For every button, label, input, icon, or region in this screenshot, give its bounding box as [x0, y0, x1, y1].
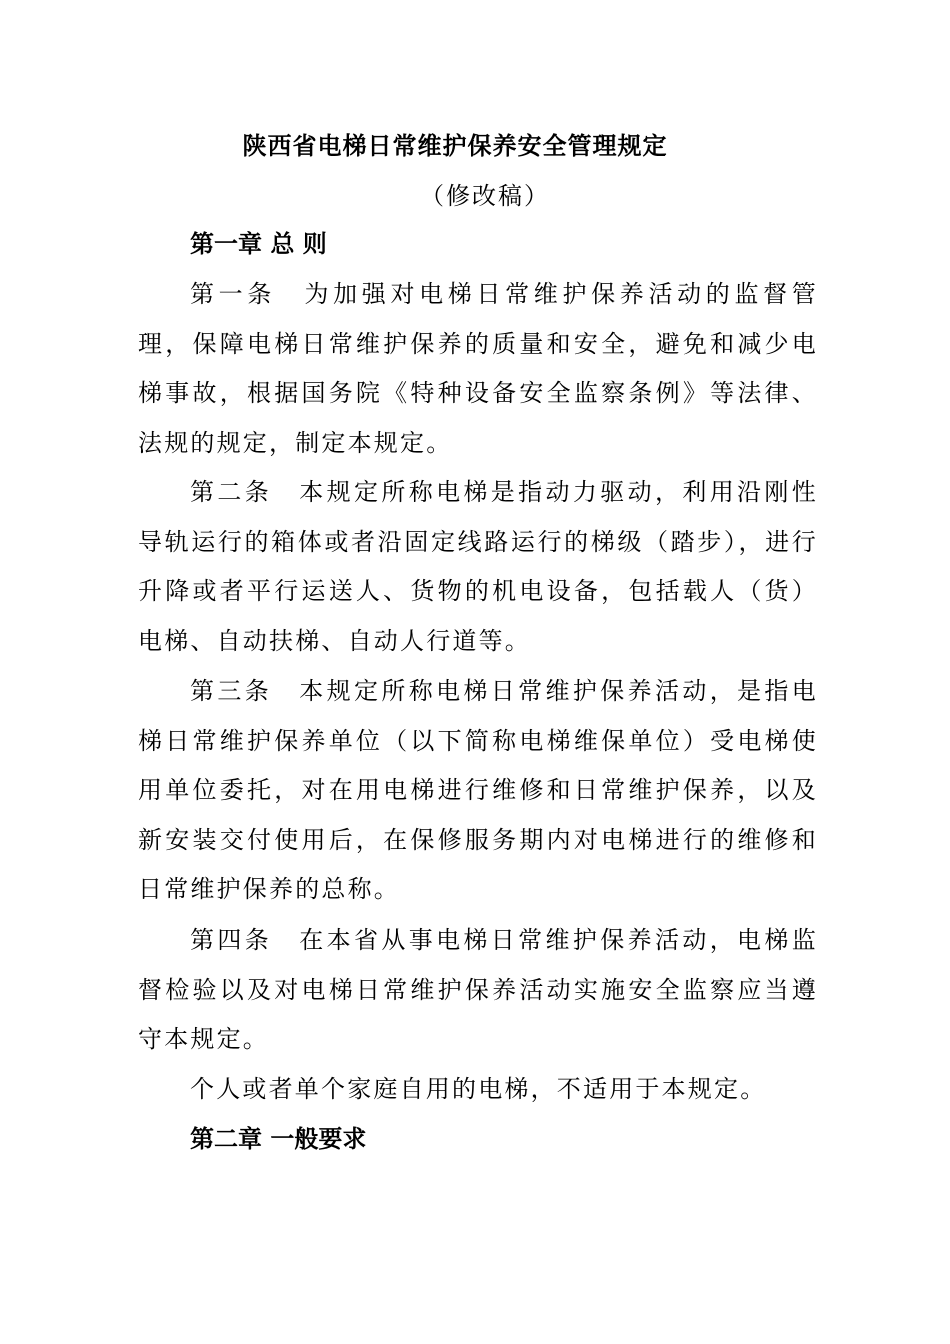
article-2 — [138, 468, 818, 666]
chapter-heading-1: 第一章 总 则 — [190, 229, 327, 258]
article-1 — [138, 270, 818, 468]
document-subtitle: （修改稿） — [420, 182, 550, 210]
article-number: 第四条 — [190, 926, 273, 954]
document-title: 陕西省电梯日常维护保养安全管理规定 — [242, 131, 668, 160]
article-3 — [138, 667, 818, 915]
article-4 — [138, 916, 818, 1065]
article-text: 为加强对电梯日常维护保养活动的监督管理，保障电梯日常维护保养的质量和安全，避免和减少电梯事故，根据国务院《特种设备安全监察条例》等法律、法规的规定，制定本规定。 — [138, 280, 818, 457]
article-text: 本规定所称电梯是指动力驱动，利用沿刚性导轨运行的箱体或者沿固定线路运行的梯级（踏步），进行升降或者平行运送人、货物的机电设备，包括载人（货）电梯、自动扶梯、自动人行道等。 — [138, 478, 818, 655]
article-text: 在本省从事电梯日常维护保养活动，电梯监督检验以及对电梯日常维护保养活动实施安全监察应当遵守本规定。 — [138, 926, 818, 1053]
article-number: 第三条 — [190, 677, 273, 705]
article-text: 本规定所称电梯日常维护保养活动，是指电梯日常维护保养单位（以下简称电梯维保单位）受电梯使用单位委托，对在用电梯进行维修和日常维护保养，以及新安装交付使用后，在保修服务期内对电梯进行的维修和日常维护保养的总称。 — [138, 677, 818, 903]
article-number: 第一条 — [190, 280, 276, 308]
closing-paragraph: 个人或者单个家庭自用的电梯，不适用于本规定。 — [190, 1075, 767, 1103]
article-number: 第二条 — [190, 478, 273, 506]
chapter-heading-2: 第二章 一般要求 — [190, 1124, 367, 1153]
